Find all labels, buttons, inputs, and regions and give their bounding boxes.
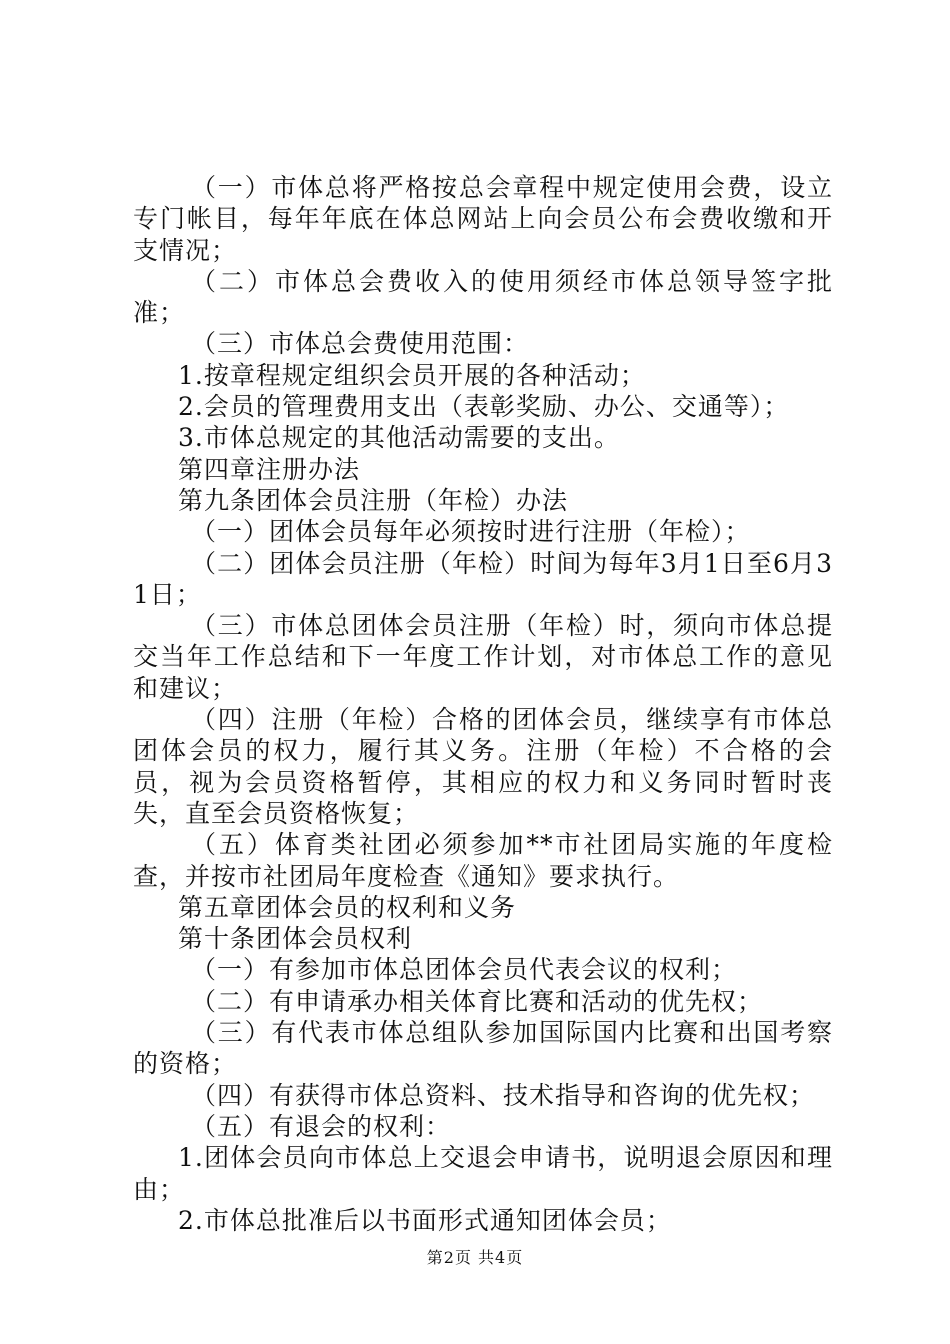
paragraph: 1.按章程规定组织会员开展的各种活动；	[178, 360, 646, 390]
chapter-heading: 第四章注册办法	[178, 454, 361, 484]
paragraph: 3.市体总规定的其他活动需要的支出。	[178, 423, 620, 453]
page-footer	[0, 1245, 950, 1268]
paragraph: （二）市体总会费收入的使用须经市体总领导签字批准；	[133, 266, 833, 328]
paragraph: （五）体育类社团必须参加**市社团局实施的年度检查，并按市社团局年度检查《通知》要求执行。	[133, 830, 833, 891]
paragraph: （一）团体会员每年必须按时进行注册（年检）；	[191, 517, 751, 547]
paragraph: （一）市体总将严格按总会章程中规定使用会费，设立专门帐目，每年年底在体总网站上向会员公布会费收缴和开支情况；	[133, 173, 833, 265]
paragraph: （四）注册（年检）合格的团体会员，继续享有市体总团体会员的权力，履行其义务。注册（年检）不合格的会员，视为会员资格暂停，其相应的权力和义务同时暂时丧失，直至会员资格恢复；	[133, 705, 833, 828]
paragraph: （五）有退会的权利：	[191, 1111, 452, 1141]
document-body	[133, 172, 833, 1236]
paragraph: （三）有代表市体总组队参加国际国内比赛和出国考察的资格；	[133, 1018, 833, 1079]
paragraph: 1.团体会员向市体总上交退会申请书，说明退会原因和理由；	[133, 1143, 833, 1204]
article-heading: 第十条团体会员权利	[178, 924, 413, 954]
paragraph: （三）市体总团体会员注册（年检）时，须向市体总提交当年工作总结和下一年度工作计划，对市体总工作的意见和建议；	[133, 611, 833, 703]
article-heading: 第九条团体会员注册（年检）办法	[178, 485, 569, 515]
chapter-heading: 第五章团体会员的权利和义务	[178, 892, 517, 922]
paragraph: （四）有获得市体总资料、技术指导和咨询的优先权；	[191, 1080, 816, 1110]
paragraph: 2.会员的管理费用支出（表彰奖励、办公、交通等）；	[178, 392, 790, 422]
paragraph: （二）有申请承办相关体育比赛和活动的优先权；	[191, 986, 764, 1016]
paragraph: （二）团体会员注册（年检）时间为每年3月1日至6月31日；	[133, 548, 834, 609]
paragraph: 2.市体总批准后以书面形式通知团体会员；	[178, 1205, 672, 1235]
paragraph: （三）市体总会费使用范围：	[191, 329, 530, 359]
paragraph: （一）有参加市体总团体会员代表会议的权利；	[191, 955, 738, 985]
page-indicator: 第2页 共4页	[426, 1248, 524, 1267]
